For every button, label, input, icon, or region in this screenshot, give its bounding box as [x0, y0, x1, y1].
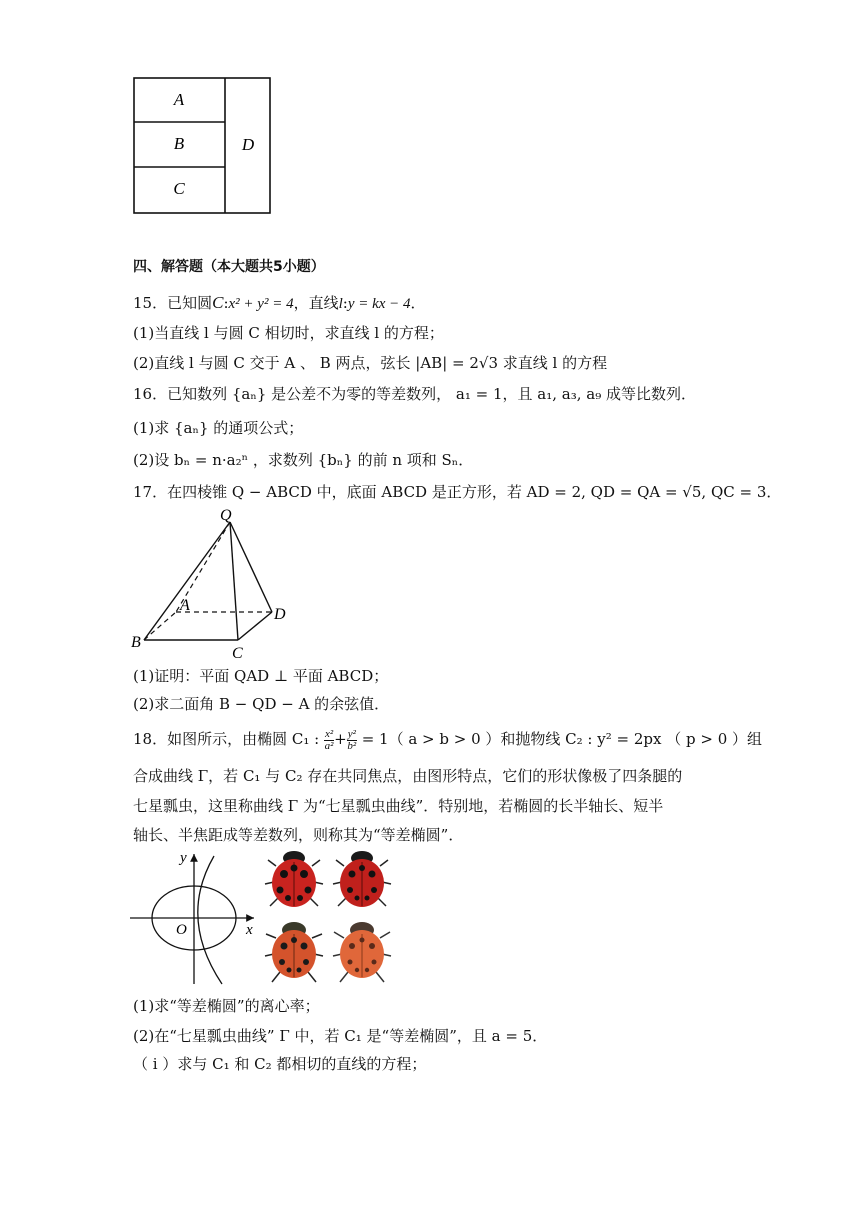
q18-line-3: 七星瓢虫，这里称曲线 Γ 为“七星瓢虫曲线”．特别地，若椭圆的长半轴长、短半 — [133, 797, 664, 815]
box-label-b: B — [173, 134, 185, 153]
q17-part-1: (1)证明：平面 QAD ⊥ 平面 ABCD； — [133, 667, 389, 685]
q15-text-1: 已知圆 — [167, 294, 213, 312]
graph-label-y: y — [180, 850, 187, 866]
q17-stem: 17．在四棱锥 Q − ABCD 中，底面 ABCD 是正方形，若 AD = 2, QD = QA = √5, QC = 3． — [133, 483, 782, 501]
q15-number: 15． — [133, 294, 168, 312]
q18-line-1-pre: 18．如图所示，由椭圆 C₁ : — [133, 730, 320, 748]
q15-part-1: (1)当直线 l 与圆 C 相切时，求直线 l 的方程； — [133, 324, 444, 342]
q16-part-1: (1)求 {aₙ} 的通项公式； — [133, 419, 304, 437]
q15-text-2: ，直线 — [293, 294, 339, 312]
q15-line-name: l — [338, 296, 343, 312]
q18-line-2: 合成曲线 Γ，若 C₁ 与 C₂ 存在共同焦点，由图形特点，它们的形状像极了四条腿的 — [133, 767, 683, 785]
q17-part-2: (2)求二面角 B − QD − A 的余弦值． — [133, 695, 390, 713]
q15-text-3: ． — [410, 294, 426, 312]
q16-stem: 16．已知数列 {aₙ} 是公差不为零的等差数列， a₁ = 1，且 a₁, a₃, a₉ 成等比数列． — [133, 385, 696, 403]
curve-graph — [128, 848, 263, 988]
graph-label-x: x — [246, 922, 253, 938]
q15-stem: 15．已知圆C:x² + y² = 4，直线l:y = kx − 4． — [133, 293, 426, 312]
ladybug-photos — [262, 846, 397, 986]
q15-circle-equation: x² + y² = 4 — [228, 296, 294, 312]
frac-y-denominator: b² — [347, 739, 357, 752]
q15-line-equation: y = kx − 4 — [347, 296, 411, 312]
box-figure — [133, 77, 273, 215]
box-label-c: C — [173, 179, 185, 198]
ladybug-3 — [265, 922, 323, 982]
q18-part-2: (2)在“七星瓢虫曲线” Γ 中，若 C₁ 是“等差椭圆”，且 a = 5． — [133, 1027, 548, 1045]
ellipse-fraction-x — [324, 729, 334, 752]
pyramid-label-c: C — [232, 645, 243, 661]
q15-circle-name: C — [212, 293, 224, 312]
frac-x-denominator: a² — [324, 739, 334, 752]
pyramid-label-q: Q — [220, 507, 232, 524]
ladybug-2 — [333, 851, 391, 907]
section-heading: 四、解答题（本大题共5小题） — [133, 259, 325, 275]
pyramid-label-b: B — [131, 634, 141, 651]
q18-part-1: (1)求“等差椭圆”的离心率； — [133, 997, 320, 1015]
box-label-d: D — [241, 135, 255, 154]
frac-x-numerator: x² — [324, 727, 334, 740]
pyramid-label-d: D — [274, 606, 286, 623]
q16-part-2: (2)设 bₙ = n·a₂ⁿ ，求数列 {bₙ} 的前 n 项和 Sₙ． — [133, 451, 474, 469]
graph-label-origin: O — [176, 922, 187, 938]
pyramid-figure — [128, 506, 293, 661]
box-label-a: A — [173, 90, 185, 109]
ladybug-1 — [265, 851, 323, 907]
q15-part-2: (2)直线 l 与圆 C 交于 A 、 B 两点，弦长 |AB| = 2√3 求直线 l 的方程 — [133, 354, 608, 372]
ellipse-fraction-y — [347, 729, 357, 752]
pyramid-label-a: A — [180, 597, 190, 614]
frac-y-numerator: y² — [347, 727, 356, 740]
q18-line-4: 轴长、半焦距成等差数列，则称其为“等差椭圆”． — [133, 826, 464, 844]
q18-part-2-i: （ i ）求与 C₁ 和 C₂ 都相切的直线的方程； — [133, 1055, 427, 1073]
fraction-plus: + — [334, 730, 347, 748]
q18-line-1 — [133, 726, 762, 752]
q18-line-1-mid: = 1（ a > b > 0 ）和抛物线 C₂ : y² = 2px （ p > 0 ）组 — [361, 730, 763, 748]
ladybug-4 — [333, 922, 391, 982]
